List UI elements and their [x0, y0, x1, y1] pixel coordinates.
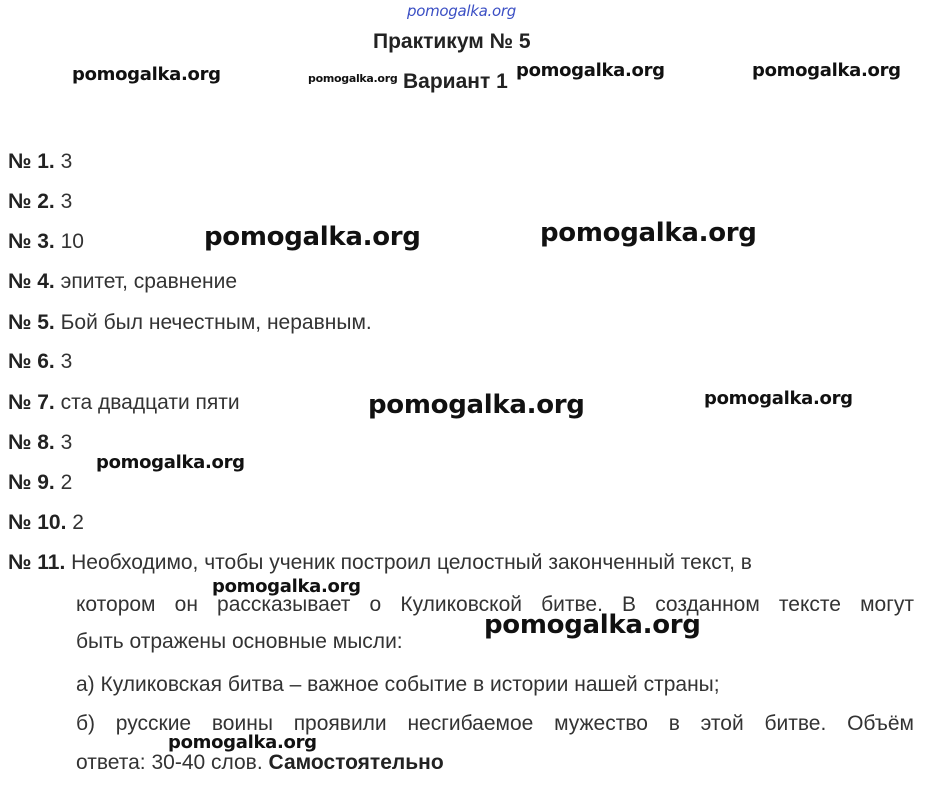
answer-row	[8, 311, 372, 335]
task11-line5: б) русские воины проявили несгибаемое мужество в этой битве. Объём	[76, 712, 914, 735]
answer-number: № 9.	[8, 471, 55, 494]
task11-line6	[76, 743, 914, 783]
watermark: pomogalka.org	[168, 732, 317, 753]
watermark-top: pomogalka.org	[407, 2, 516, 20]
watermark: pomogalka.org	[368, 390, 585, 420]
task11-line4: а) Куликовская битва – важное событие в истории нашей страны;	[76, 673, 720, 696]
answer-number: № 2.	[8, 190, 55, 213]
answer-row	[8, 391, 240, 415]
answer-row	[8, 431, 72, 455]
variant-title: Вариант 1	[403, 70, 508, 93]
watermark: pomogalka.org	[72, 64, 221, 85]
answer-text: Бой был нечестным, неравным.	[60, 311, 372, 334]
answer-text: 3	[60, 350, 73, 373]
answer-text: 2	[60, 471, 73, 494]
watermark: pomogalka.org	[516, 60, 665, 81]
answer-number: № 1.	[8, 150, 55, 173]
answer-number: № 5.	[8, 311, 55, 334]
answer-row	[8, 350, 72, 374]
answer-number: № 4.	[8, 270, 55, 293]
answer-text: эпитет, сравнение	[60, 270, 238, 293]
answer-number: № 3.	[8, 230, 55, 253]
task11-line6-bold: Самостоятельно	[268, 751, 444, 774]
watermark: pomogalka.org	[212, 576, 361, 597]
watermark: pomogalka.org	[540, 218, 757, 248]
answer-row	[8, 270, 237, 294]
page-title: Практикум № 5	[373, 30, 531, 53]
answer-row	[8, 150, 72, 174]
task11-first-line	[8, 551, 752, 575]
answer-number: № 11.	[8, 551, 66, 574]
answer-row	[8, 230, 84, 254]
task11-line1: Необходимо, чтобы ученик построил целостный законченный текст, в	[71, 551, 752, 574]
watermark: pomogalka.org	[484, 610, 701, 640]
answer-text: 3	[60, 190, 73, 213]
answer-row	[8, 190, 72, 214]
task11-line3: быть отражены основные мысли:	[76, 630, 403, 653]
answer-text: 3	[60, 431, 73, 454]
answer-text: 3	[60, 150, 73, 173]
watermark: pomogalka.org	[308, 72, 398, 85]
answer-row	[8, 511, 84, 535]
answer-number: № 8.	[8, 431, 55, 454]
watermark: pomogalka.org	[204, 222, 421, 252]
watermark: pomogalka.org	[752, 60, 901, 81]
task11-line6-text: ответа: 30-40 слов.	[76, 751, 263, 774]
answer-number: № 6.	[8, 350, 55, 373]
watermark: pomogalka.org	[704, 388, 853, 409]
task11-line2: котором он рассказывает о Куликовской битве. В созданном тексте могут	[76, 593, 914, 616]
answer-number: № 10.	[8, 511, 67, 534]
answer-number: № 7.	[8, 391, 55, 414]
answer-text: 2	[72, 511, 84, 534]
watermark: pomogalka.org	[96, 452, 245, 473]
answer-text: ста двадцати пяти	[60, 391, 240, 414]
answer-row	[8, 471, 72, 495]
answer-text: 10	[60, 230, 84, 253]
